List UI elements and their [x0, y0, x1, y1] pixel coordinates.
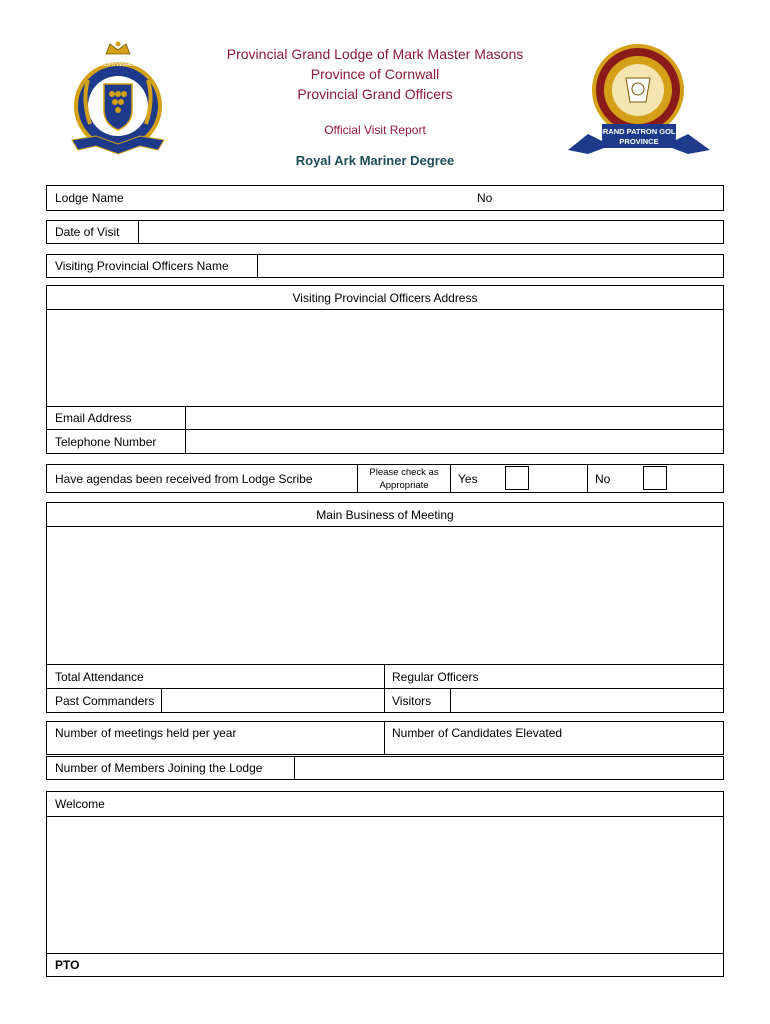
main-business-field[interactable]	[47, 527, 723, 664]
email-label: Email Address	[55, 410, 132, 425]
header-line-3: Provincial Grand Officers	[297, 86, 453, 102]
members-joining-label: Number of Members Joining the Lodge	[55, 761, 263, 775]
telephone-field[interactable]	[186, 430, 723, 453]
past-commanders-label: Past Commanders	[55, 693, 155, 708]
officers-name-row	[46, 254, 724, 278]
telephone-label: Telephone Number	[55, 434, 157, 449]
past-commanders-field[interactable]	[162, 689, 384, 712]
date-of-visit-field[interactable]	[139, 221, 723, 243]
officers-name-field[interactable]	[258, 255, 723, 277]
date-of-visit-label: Date of Visit	[55, 225, 120, 239]
no-label: No	[595, 471, 611, 486]
agendas-question-label: Have agendas been received from Lodge Scribe	[55, 471, 313, 486]
svg-text:GRAND PATRON GOLD: GRAND PATRON GOLD	[597, 127, 681, 136]
right-logo	[568, 42, 710, 158]
main-business-heading: Main Business of Meeting	[316, 507, 454, 522]
left-logo	[66, 40, 170, 158]
members-joining-row	[46, 756, 724, 780]
date-of-visit-row	[46, 220, 724, 244]
lodge-name-row	[46, 185, 724, 211]
members-joining-field[interactable]	[295, 757, 723, 779]
lodge-number-label: No	[477, 191, 493, 205]
officers-address-field[interactable]	[47, 310, 723, 406]
officers-name-label: Visiting Provincial Officers Name	[55, 259, 229, 273]
check-note	[358, 466, 450, 492]
visitors-field[interactable]	[451, 689, 723, 712]
regular-officers-label: Regular Officers	[392, 669, 479, 684]
benevolent-fund-seal-icon	[568, 42, 710, 158]
svg-text:PROVINCE: PROVINCE	[619, 137, 659, 146]
welcome-label: Welcome	[55, 797, 105, 811]
officers-address-heading: Visiting Provincial Officers Address	[292, 290, 478, 305]
check-note-line-1: Please check as	[369, 467, 439, 478]
lodge-name-label: Lodge Name	[55, 191, 124, 205]
yes-label: Yes	[458, 471, 478, 486]
meetings-per-year-label: Number of meetings held per year	[55, 726, 237, 740]
visitors-label: Visitors	[392, 693, 432, 708]
meetings-row	[46, 721, 724, 755]
yes-checkbox[interactable]	[505, 466, 529, 490]
email-field[interactable]	[186, 407, 723, 429]
total-attendance-label: Total Attendance	[55, 669, 144, 684]
report-title: Official Visit Report	[324, 123, 426, 137]
header-line-2: Province of Cornwall	[310, 66, 440, 82]
check-note-line-2: Appropriate	[379, 480, 429, 491]
welcome-field[interactable]	[47, 817, 723, 953]
svg-text:CORNWALL: CORNWALL	[98, 61, 138, 68]
header-line-1: Provincial Grand Lodge of Mark Master Masons	[226, 46, 524, 62]
cornwall-crest-icon	[66, 40, 170, 158]
pto-label: PTO	[55, 958, 80, 972]
main-business-block	[46, 502, 724, 713]
degree-title: Royal Ark Mariner Degree	[295, 153, 455, 168]
candidates-elevated-label: Number of Candidates Elevated	[392, 726, 563, 740]
no-checkbox[interactable]	[643, 466, 667, 490]
agendas-row	[46, 464, 724, 493]
welcome-block	[46, 791, 724, 977]
address-block	[46, 285, 724, 454]
